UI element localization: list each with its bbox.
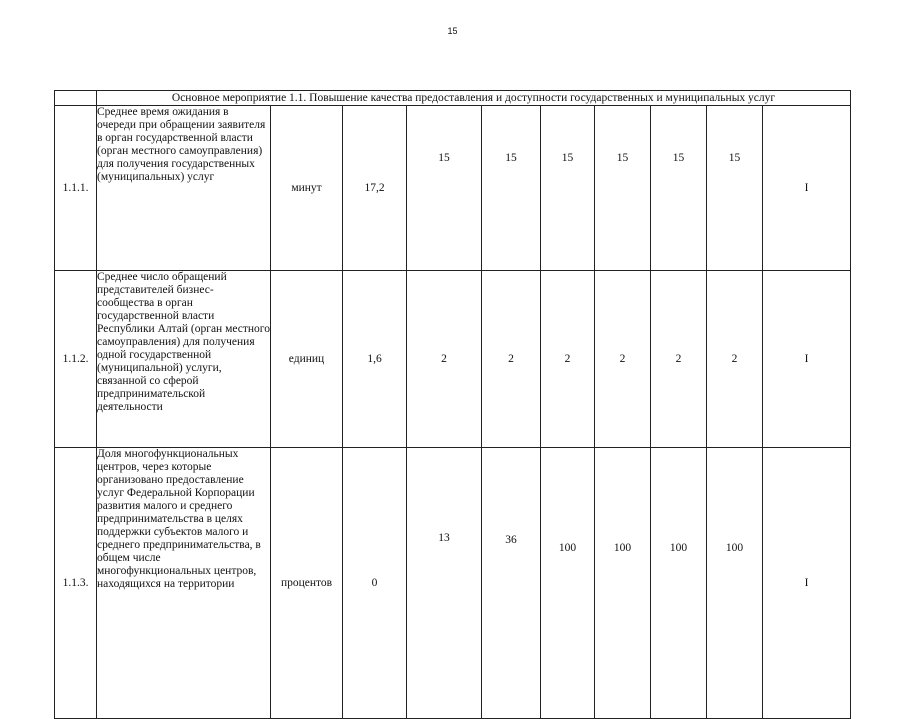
row-number: 1.1.2.: [55, 271, 97, 448]
indicators-table: [54, 90, 851, 719]
value-cell: 15: [651, 106, 707, 271]
value-cell: I: [763, 271, 851, 448]
unit-cell: минут: [271, 106, 343, 271]
value-cell: 2: [482, 271, 541, 448]
value-cell: I: [763, 106, 851, 271]
value-cell: 100: [651, 448, 707, 719]
value-cell: 2: [541, 271, 595, 448]
value-cell: 100: [707, 448, 763, 719]
table-row: [55, 271, 851, 448]
value-cell: 36: [482, 448, 541, 719]
indicator-name: Доля многофункциональных центров, через которые организовано предоставление услуг Федеральной Корпорации развития малого и среднего предпринимательства в целях поддержки субъектов малого и среднего предпринимательства, в общем числе многофункциональных центров, находящихся на территории: [97, 448, 271, 719]
value-cell: 15: [482, 106, 541, 271]
unit-cell: единиц: [271, 271, 343, 448]
value-cell: 15: [541, 106, 595, 271]
indicator-name: Среднее число обращений представителей бизнес-сообщества в орган государственной власти Республики Алтай (орган местного самоуправления) для получения одной государственной (муниципальной) услуги, связанной со сферой предпринимательской деятельности: [97, 271, 271, 448]
value-cell: 15: [595, 106, 651, 271]
indicator-name: Среднее время ожидания в очереди при обращении заявителя в орган государственной власти (орган местного самоуправления) для получения государственных (муниципальных) услуг: [97, 106, 271, 271]
section-header-row: [55, 91, 851, 106]
value-cell: 2: [651, 271, 707, 448]
value-cell: 1,6: [343, 271, 407, 448]
value-cell: 100: [595, 448, 651, 719]
value-cell: 13: [407, 448, 482, 719]
value-cell: 17,2: [343, 106, 407, 271]
section-title: Основное мероприятие 1.1. Повышение качества предоставления и доступности государственных и муниципальных услуг: [97, 91, 851, 106]
value-cell: I: [763, 448, 851, 719]
value-cell: 0: [343, 448, 407, 719]
unit-cell: процентов: [271, 448, 343, 719]
value-cell: 15: [407, 106, 482, 271]
value-cell: 2: [707, 271, 763, 448]
value-cell: 100: [541, 448, 595, 719]
value-cell: 2: [595, 271, 651, 448]
value-cell: 2: [407, 271, 482, 448]
value-cell: 15: [707, 106, 763, 271]
section-header-empty-cell: [55, 91, 97, 106]
table-row: [55, 448, 851, 719]
row-number: 1.1.1.: [55, 106, 97, 271]
row-number: 1.1.3.: [55, 448, 97, 719]
table-row: [55, 106, 851, 271]
page-number: 15: [447, 26, 458, 36]
